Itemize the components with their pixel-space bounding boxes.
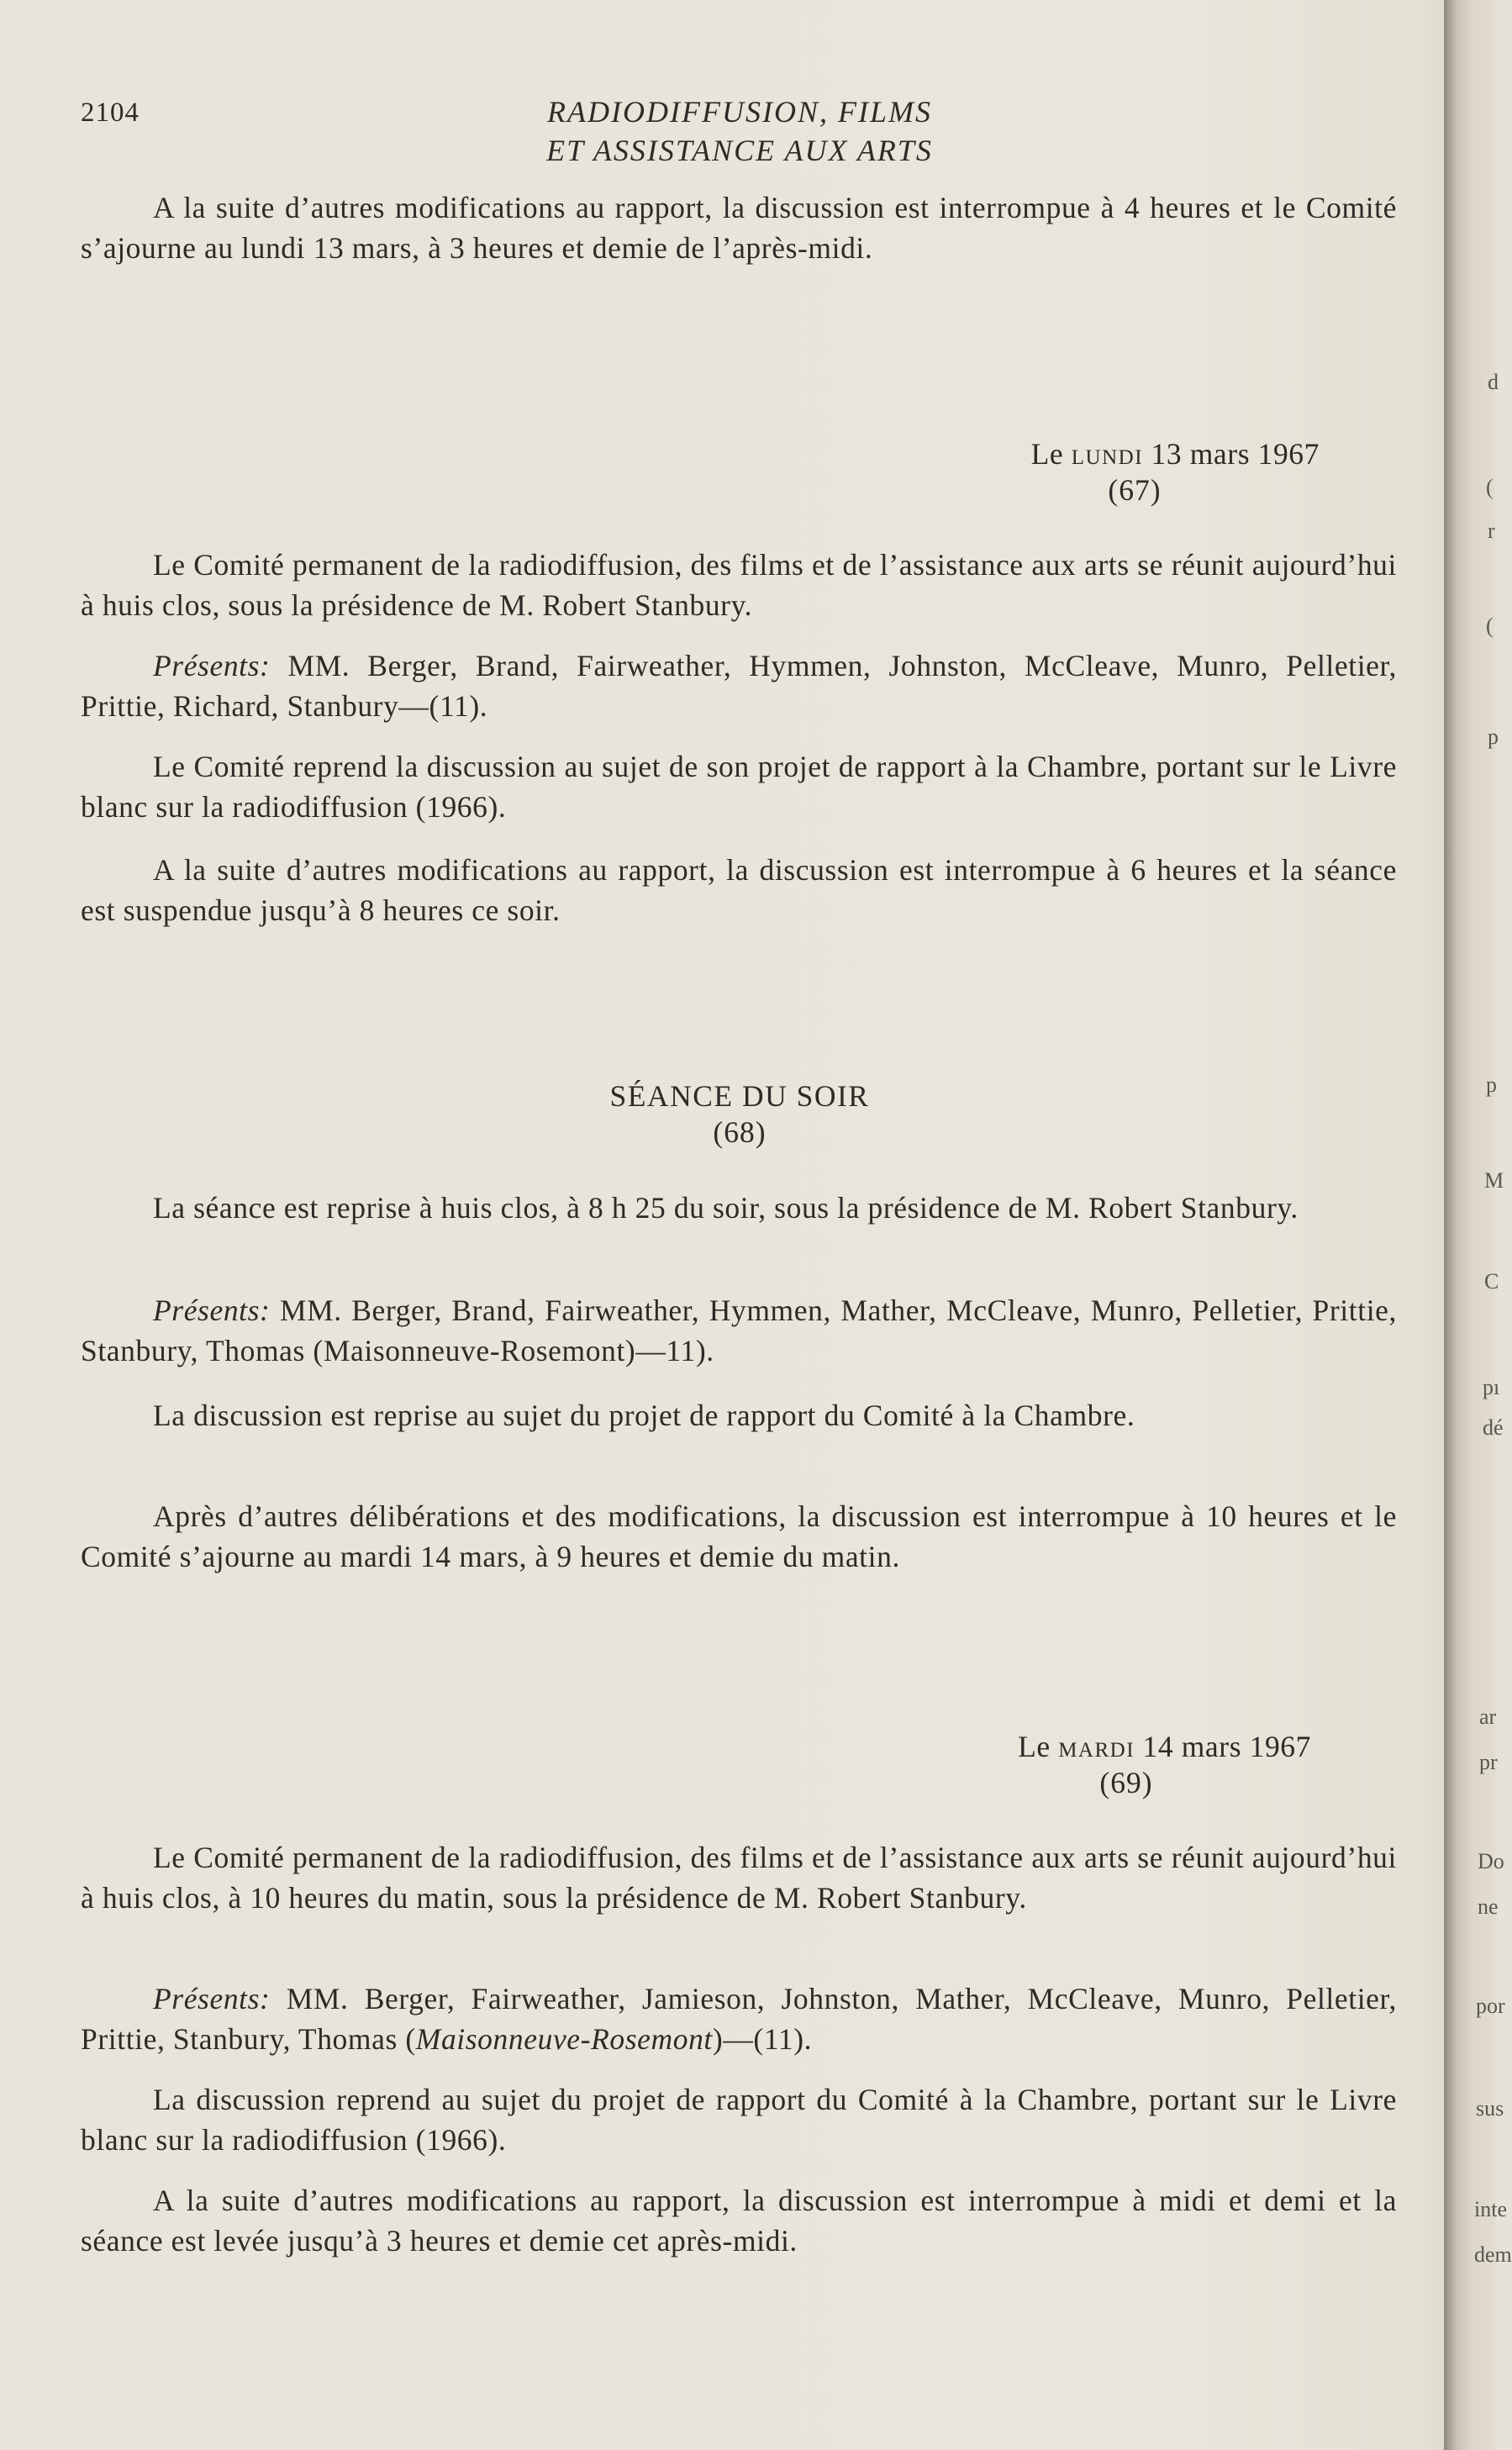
opening-paragraph: A la suite d’autres modifications au rapport, la discussion est interrompue à 4 heures et le Comité s’ajourne au lundi 13 mars, à 3 heures et demie de l’après-midi.	[81, 191, 1397, 265]
presents-label: Présents:	[153, 1293, 271, 1327]
weekday: mardi	[1058, 1730, 1135, 1763]
session-69-number: (69)	[1099, 1766, 1153, 1799]
running-title-line-2: ET ASSISTANCE AUX ARTS	[546, 134, 933, 167]
gutter-fragment: sus	[1476, 2096, 1504, 2121]
date-suffix: 14 mars 1967	[1142, 1730, 1311, 1763]
gutter-fragment: p	[1488, 724, 1499, 749]
session-68-opening: La séance est reprise à huis clos, à 8 h 25 du soir, sous la présidence de M. Robert Stanbury.	[153, 1191, 1299, 1225]
gutter-fragment: M	[1484, 1168, 1504, 1193]
presents-members: MM. Berger, Brand, Fairweather, Hymmen, Mather, McCleave, Munro, Pelletier, Prittie, Stanbury, Thomas (Maisonneuve-Rosemont)—11).	[81, 1293, 1397, 1367]
session-67-discussion: Le Comité reprend la discussion au sujet de son projet de rapport à la Chambre, portant sur le Livre blanc sur la radiodiffusion (1966).	[81, 750, 1397, 824]
gutter-fragment: dé	[1483, 1415, 1504, 1440]
book-gutter	[1444, 0, 1512, 2450]
gutter-fragment: (	[1486, 475, 1494, 499]
session-69-discussion: La discussion reprend au sujet du projet de rapport du Comité à la Chambre, portant sur le Livre blanc sur la radiodiffusion (1966).	[81, 2083, 1397, 2157]
session-67-number: (67)	[1108, 473, 1162, 507]
session-69-adjournment: A la suite d’autres modifications au rapport, la discussion est interrompue à midi et demi et la séance est levée jusqu’à 3 heures et demie cet après-midi.	[81, 2184, 1397, 2258]
gutter-fragment: d	[1488, 370, 1499, 394]
session-68-discussion: La discussion est reprise au sujet du projet de rapport du Comité à la Chambre.	[153, 1399, 1135, 1432]
session-67-opening: Le Comité permanent de la radiodiffusion, des films et de l’assistance aux arts se réunit aujourd’hui à huis clos, sous la présidence de M. Robert Stanbury.	[81, 548, 1397, 622]
session-68-presents	[81, 1290, 1397, 1371]
presents-count: )—(11).	[712, 2022, 813, 2056]
presents-members: MM. Berger, Fairweather, Jamieson, Johnston, Mather, McCleave, Munro, Pelletier, Prittie, Stanbury, Thomas (	[81, 1982, 1397, 2056]
gutter-fragment: por	[1476, 1994, 1505, 2018]
date-prefix: Le	[1018, 1730, 1051, 1763]
gutter-fragment: ar	[1479, 1704, 1497, 1729]
presents-label: Présents:	[153, 1982, 271, 2015]
running-title	[454, 92, 1025, 170]
session-67-adjournment: A la suite d’autres modifications au rapport, la discussion est interrompue à 6 heures et la séance est suspendue jusqu’à 8 heures ce soir.	[81, 853, 1397, 927]
session-68-adjournment: Après d’autres délibérations et des modifications, la discussion est interrompue à 10 heures et le Comité s’ajourne au mardi 14 mars, à 9 heures et demie du matin.	[81, 1499, 1397, 1573]
gutter-fragment: dem	[1474, 2242, 1512, 2267]
presents-riding: Maisonneuve-Rosemont	[415, 2022, 713, 2056]
date-suffix: 13 mars 1967	[1151, 437, 1320, 471]
session-69-date	[748, 1726, 1311, 1767]
gutter-fragment: C	[1484, 1269, 1499, 1293]
session-69-opening: Le Comité permanent de la radiodiffusion, des films et de l’assistance aux arts se réunit aujourd’hui à huis clos, à 10 heures du matin, sous la présidence de M. Robert Stanbury.	[81, 1841, 1397, 1915]
date-prefix: Le	[1030, 437, 1064, 471]
page-number: 2104	[81, 97, 140, 128]
gutter-fragment: pı	[1483, 1375, 1500, 1399]
session-68-number: (68)	[713, 1115, 767, 1149]
session-69-presents	[81, 1978, 1397, 2059]
gutter-fragment: inte	[1474, 2197, 1507, 2221]
presents-members: MM. Berger, Brand, Fairweather, Hymmen, Johnston, McCleave, Munro, Pelletier, Prittie, Richard, Stanbury—(11).	[81, 649, 1397, 723]
gutter-fragment: r	[1488, 519, 1495, 543]
gutter-fragment: p	[1486, 1072, 1497, 1097]
session-68-heading: SÉANCE DU SOIR	[609, 1079, 870, 1113]
gutter-fragment: pr	[1479, 1750, 1498, 1774]
session-67-date	[756, 434, 1320, 474]
weekday: lundi	[1071, 437, 1144, 471]
session-67-presents	[81, 645, 1397, 726]
presents-label: Présents:	[153, 649, 271, 682]
gutter-fragment: (	[1486, 614, 1494, 638]
gutter-fragment: ne	[1478, 1894, 1499, 1919]
running-title-line-1: RADIODIFFUSION, FILMS	[547, 95, 932, 129]
gutter-fragment: Do	[1478, 1849, 1504, 1873]
